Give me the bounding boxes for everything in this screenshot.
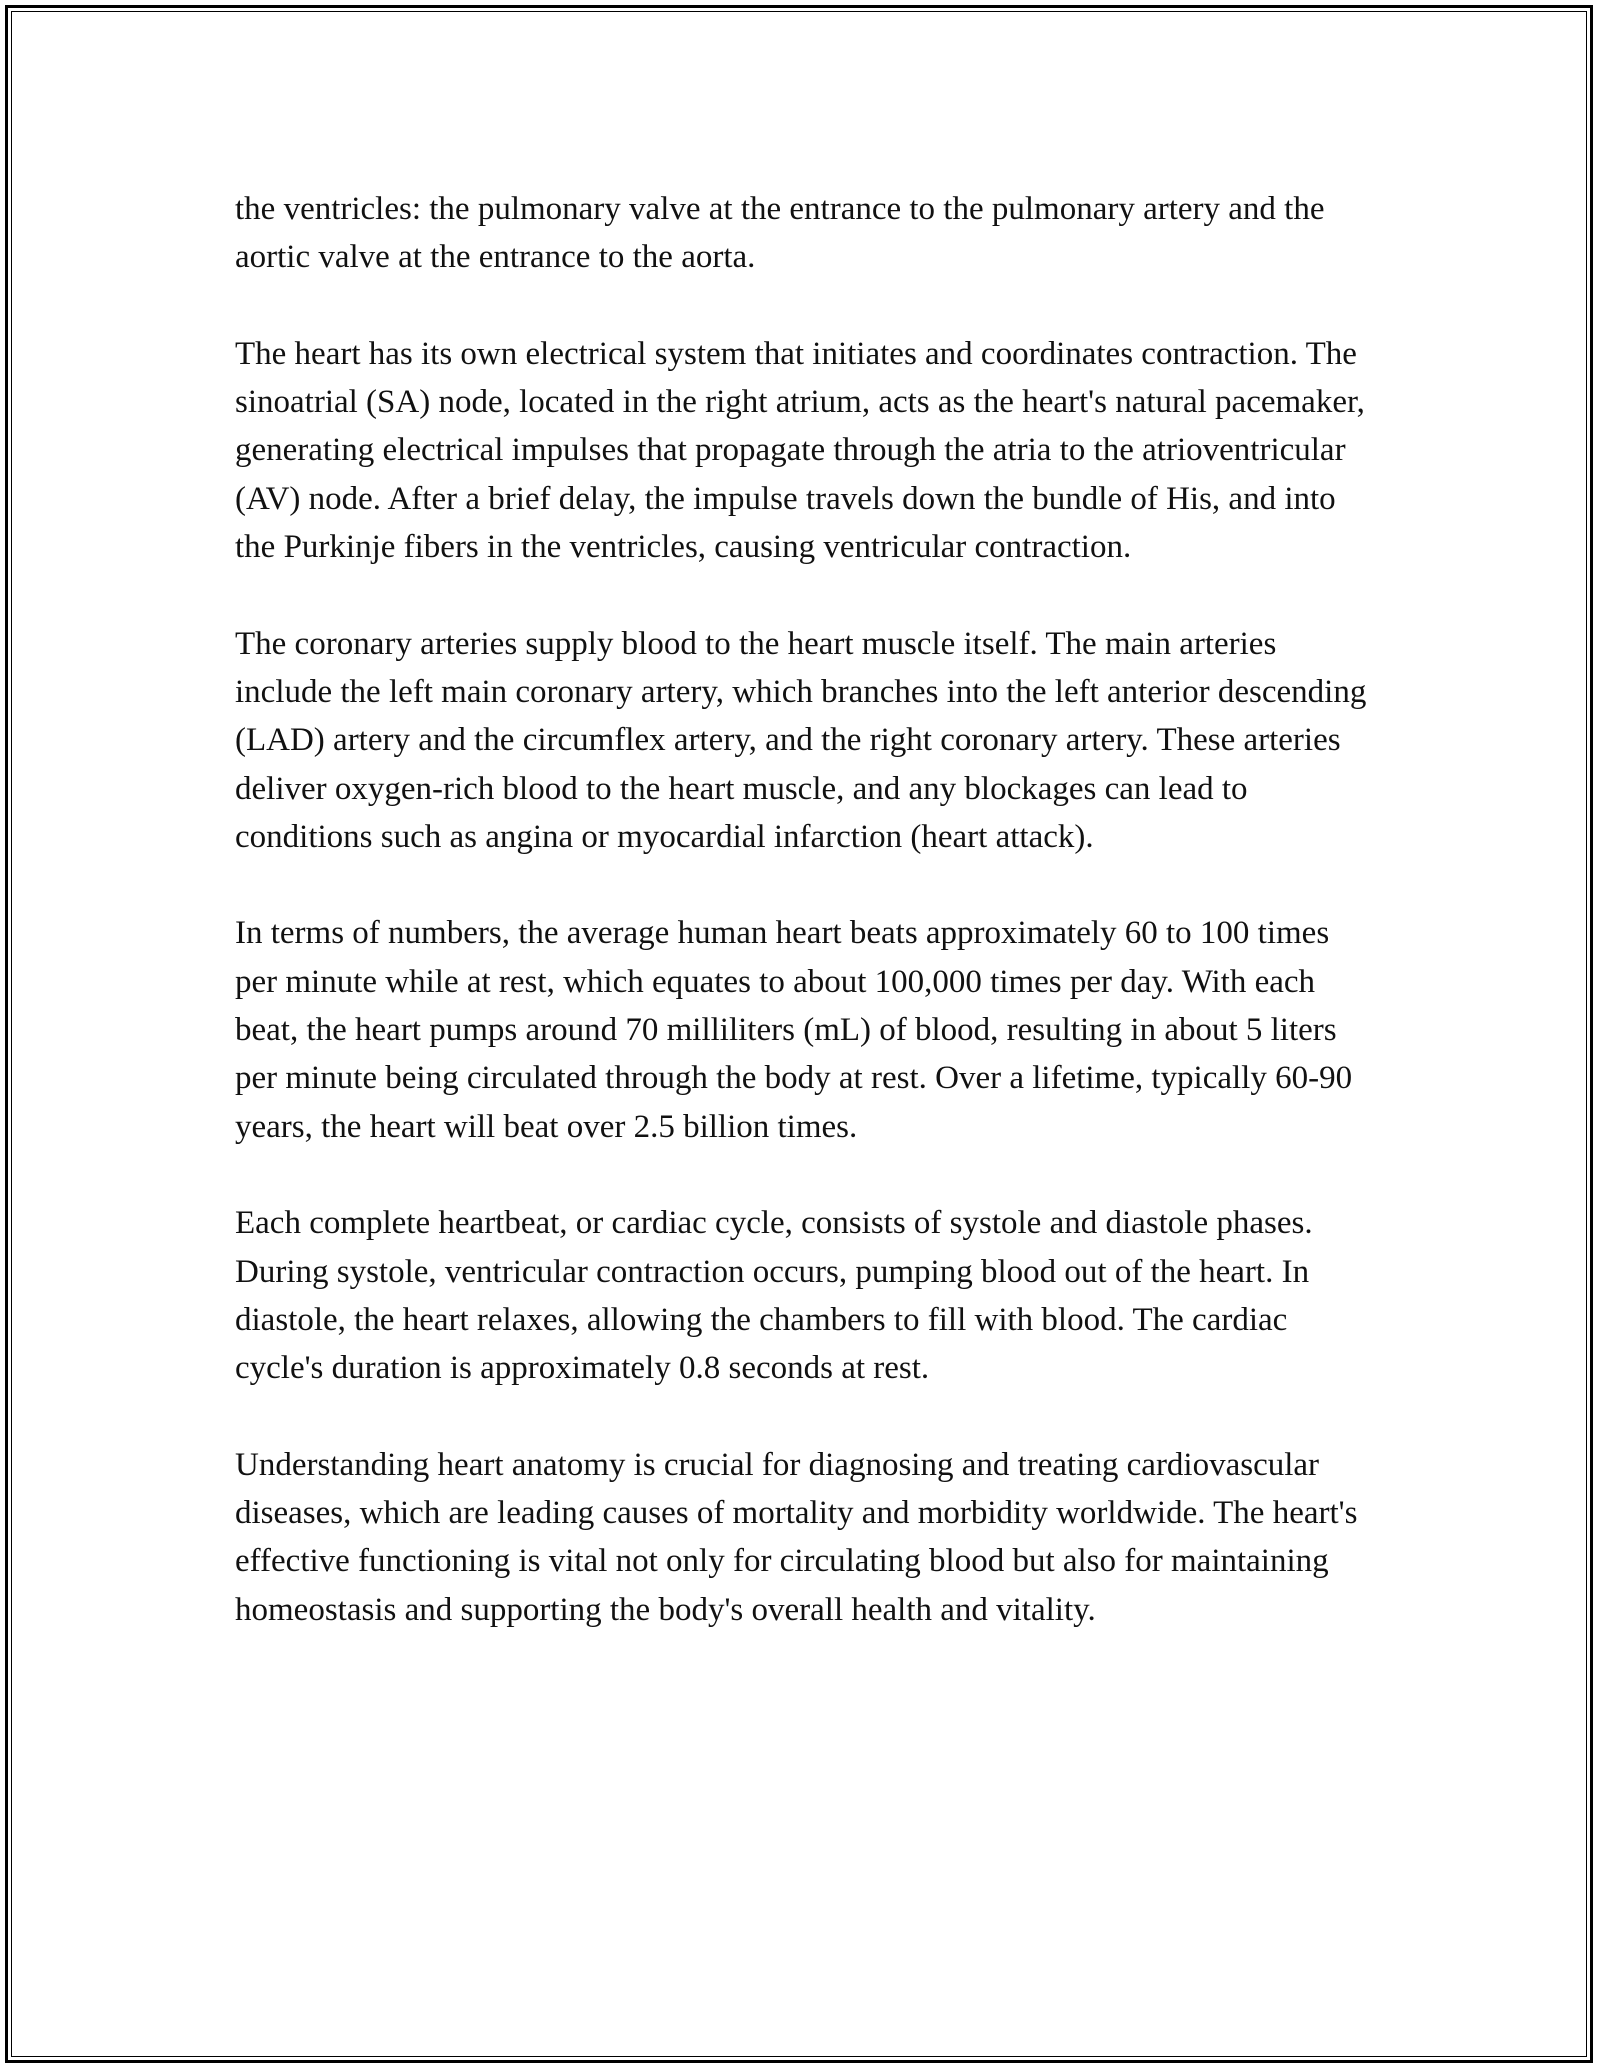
document-body [235,185,1375,1682]
paragraph-numbers: In terms of numbers, the average human heart beats approximately 60 to 100 times per minute while at rest, which equates to about 100,000 times per day. With each beat, the heart pumps around 70 milliliters (mL) of blood, resulting in about 5 liters per minute being circulated through the body at rest. Over a lifetime, typically 60-90 years, the heart will beat over 2.5 billion times. [235,915,1353,1145]
paragraph-conclusion: Understanding heart anatomy is crucial for diagnosing and treating cardiovascular diseases, which are leading causes of mortality and morbidity worldwide. The heart's effective functioning is vital not only for circulating blood but also for maintaining homeostasis and supporting the body's overall health and vitality. [235,1446,1358,1628]
paragraph-electrical-system: The heart has its own electrical system that initiates and coordinates contraction. The sinoatrial (SA) node, located in the right atrium, acts as the heart's natural pacemaker, generating electrical impulses that propagate through the atria to the atrioventricular (AV) node. After a brief delay, the impulse travels down the bundle of His, and into the Purkinje fibers in the ventricles, causing ventricular contraction. [235,335,1365,566]
paragraph-coronary-arteries: The coronary arteries supply blood to the heart muscle itself. The main arteries include the left main coronary artery, which branches into the left anterior descending (LAD) artery and the circumflex artery, and the right coronary artery. These arteries deliver oxygen-rich blood to the heart muscle, and any blockages can lead to conditions such as angina or myocardial infarction (heart attack). [235,625,1367,855]
paragraph-cardiac-cycle: Each complete heartbeat, or cardiac cycle, consists of systole and diastole phases. During systole, ventricular contraction occurs, pumping blood out of the heart. In diastole, the heart relaxes, allowing the chambers to fill with blood. The cardiac cycle's duration is approximately 0.8 seconds at rest. [235,1205,1313,1387]
paragraph-valves: the ventricles: the pulmonary valve at the entrance to the pulmonary artery and the aortic valve at the entrance to the aorta. [235,191,1325,276]
